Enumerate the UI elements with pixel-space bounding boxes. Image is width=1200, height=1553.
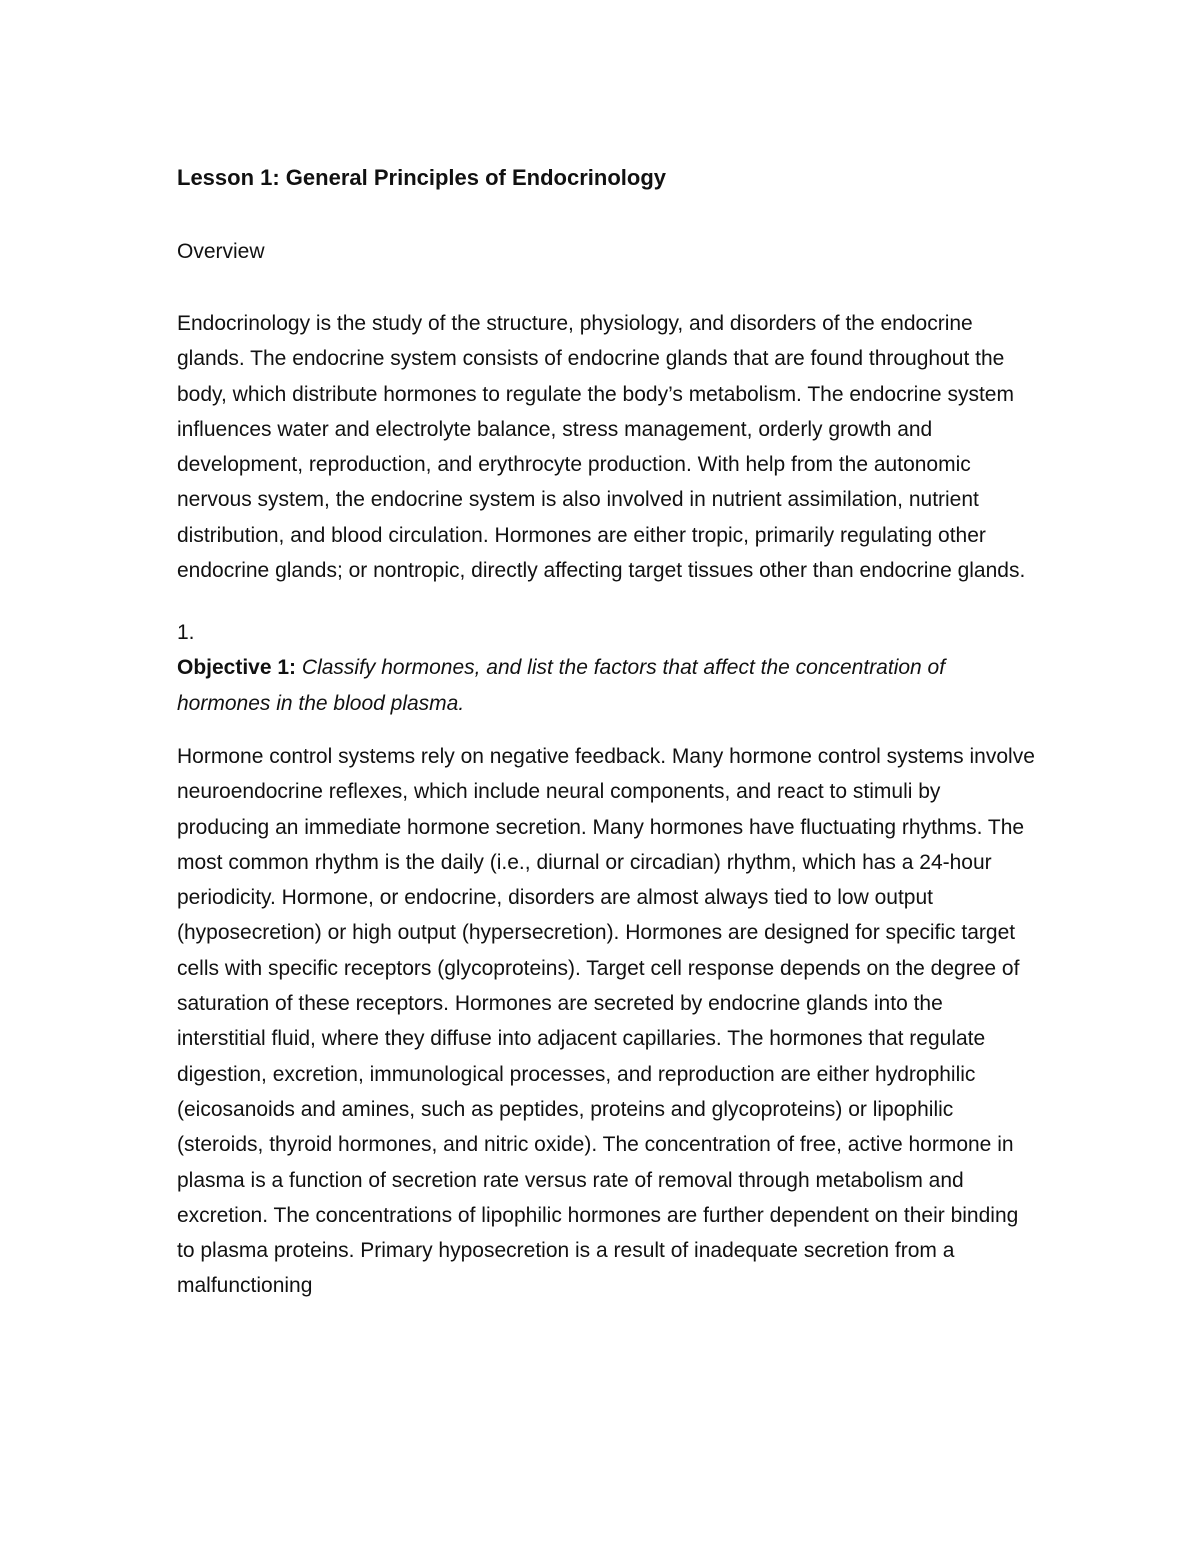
- lesson-title: Lesson 1: General Principles of Endocrinology: [177, 165, 666, 190]
- objective-label: Objective 1:: [177, 656, 297, 680]
- overview-heading: Overview: [177, 240, 265, 263]
- body-paragraph: Hormone control systems rely on negative feedback. Many hormone control systems involve neuroendocrine reflexes, which include neural components, and react to stimuli by producing an immediate hormone secretion. Many hormones have fluctuating rhythms. The most common rhythm is the daily (i.e., diurnal or circadian) rhythm, which has a 24-hour periodicity. Hormone, or endocrine, disorders are almost always tied to low output (hyposecretion) or high output (hypersecretion). Hormones are designed for specific target cells with specific receptors (glycoproteins). Target cell response depends on the degree of saturation of these receptors. Hormones are secreted by endocrine glands into the interstitial fluid, where they diffuse into adjacent capillaries. The hormones that regulate digestion, excretion, immunological processes, and reproduction are either hydrophilic (eicosanoids and amines, such as peptides, proteins and glycoproteins) or lipophilic (steroids, thyroid hormones, and nitric oxide). The concentration of free, active hormone in plasma is a function of secretion rate versus rate of removal through metabolism and excretion. The concentrations of lipophilic hormones are further dependent on their binding to plasma proteins. Primary hyposecretion is a result of inadequate secretion from a malfunctioning: [177, 744, 1035, 1298]
- objective-paragraph: [177, 650, 1037, 721]
- objective-text: Classify hormones, and list the factors that affect the concentration of hormones in the blood plasma.: [177, 656, 946, 715]
- list-number: 1.: [177, 621, 195, 645]
- document-content: [177, 162, 1037, 1304]
- overview-paragraph: Endocrinology is the study of the structure, physiology, and disorders of the endocrine glands. The endocrine system consists of endocrine glands that are found throughout the body, which distribute hormones to regulate the body’s metabolism. The endocrine system influences water and electrolyte balance, stress management, orderly growth and development, reproduction, and erythrocyte production. With help from the autonomic nervous system, the endocrine system is also involved in nutrient assimilation, nutrient distribution, and blood circulation. Hormones are either tropic, primarily regulating other endocrine glands; or nontropic, directly affecting target tissues other than endocrine glands.: [177, 312, 1026, 583]
